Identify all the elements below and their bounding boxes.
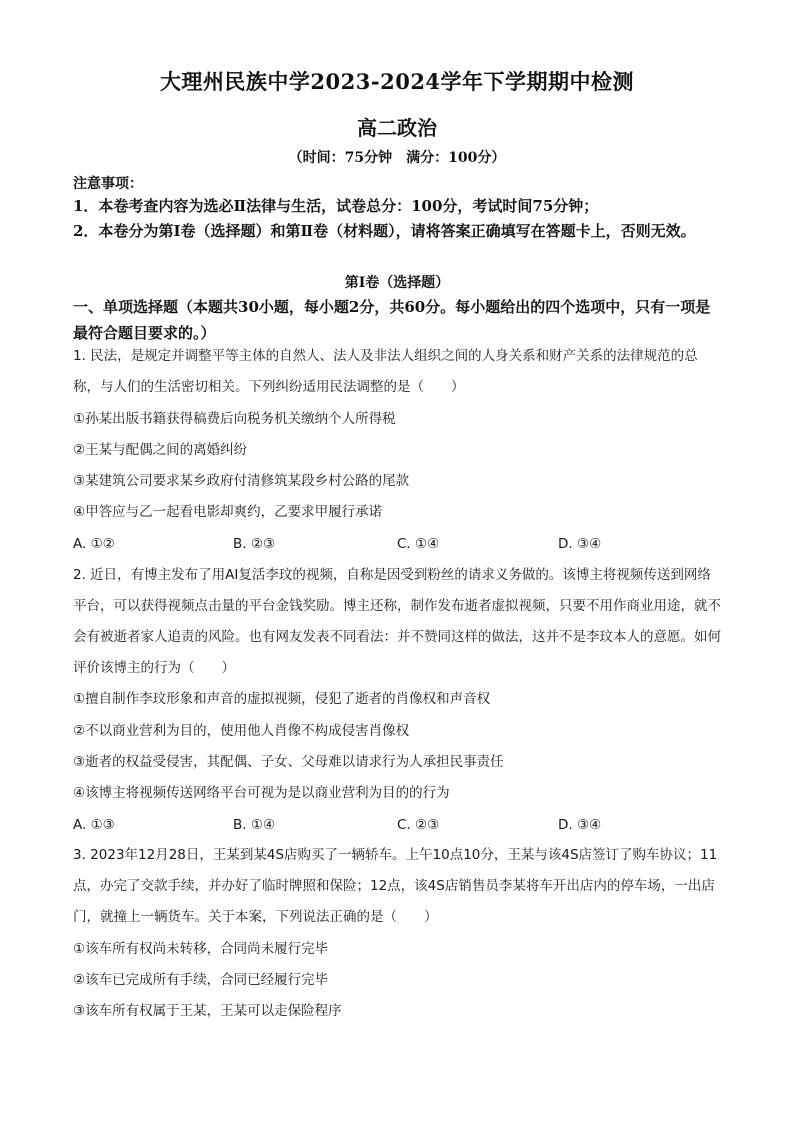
exam-title: 大理州民族中学2023-2024学年下学期期中检测	[159, 69, 635, 94]
question-3-stem: 3. 2023年12月28日，王某到某4S店购买了一辆轿车。上午10点10分，王某与该4S店签订了购车协议；11点，办完了交款手续，并办好了临时牌照和保险；12点，该4S店销售员李某将车开出店内的停车场，一出店门，就撞上一辆货车。关于本案，下列说法正确的是（ ）	[73, 847, 718, 925]
question-1-choice-c: C. ①④	[397, 536, 440, 552]
time-and-score: （时间：75分钟 满分：100分）	[288, 150, 506, 166]
question-2-choices	[73, 817, 723, 841]
question-1-option-3: ③某建筑公司要求某乡政府付清修筑某段乡村公路的尾款	[73, 473, 410, 489]
question-2-option-4: ④该博主将视频传送网络平台可视为是以商业营利为目的的行为	[73, 785, 450, 801]
question-1-stem: 1. 民法，是规定并调整平等主体的自然人、法人及非法人组织之间的人身关系和财产关系的法律规范的总称，与人们的生活密切相关。下列纠纷适用民法调整的是（ ）	[73, 348, 698, 395]
question-3-option-1: ①该车所有权尚未转移，合同尚未履行完毕	[73, 941, 329, 957]
question-3-option-3: ③该车所有权属于王某，王某可以走保险程序	[73, 1003, 342, 1019]
question-2-choice-b: B. ①④	[233, 817, 276, 833]
question-2-option-3: ③逝者的权益受侵害，其配偶、子女、父母难以请求行为人承担民事责任	[73, 754, 504, 770]
notice-item-2: 2．本卷分为第Ⅰ卷（选择题）和第Ⅱ卷（材料题），请将答案正确填写在答题卡上，否则无效。	[73, 222, 696, 240]
part-heading: 一、单项选择题（本题共30小题，每小题2分，共60分。每小题给出的四个选项中，只有一项是最符合题目要求的。）	[73, 298, 711, 342]
question-3-option-2: ②该车已完成所有手续，合同已经履行完毕	[73, 972, 329, 988]
question-2-choice-a: A. ①③	[73, 817, 115, 833]
question-2-stem: 2. 近日，有博主发布了用AI复活李玟的视频，自称是因受到粉丝的请求义务做的。该博主将视频传送到网络平台，可以获得视频点击量的平台金钱奖励。博主还称，制作发布逝者虚拟视频，只要不用作商业用途，就不会有被逝者家人追责的风险。也有网友发表不同看法：并不赞同这样的做法，这并不是李玟本人的意愿。如何评价该博主的行为（ ）	[73, 567, 721, 676]
question-2-choice-c: C. ②③	[397, 817, 440, 833]
question-1-choice-d: D. ③④	[558, 536, 602, 552]
notice-heading: 注意事项：	[73, 176, 143, 192]
question-2-choice-d: D. ③④	[558, 817, 602, 833]
question-1-option-2: ②王某与配偶之间的离婚纠纷	[73, 442, 248, 458]
question-1-choices	[73, 536, 723, 560]
question-1-choice-b: B. ②③	[233, 536, 276, 552]
question-1-choice-a: A. ①②	[73, 536, 115, 552]
subject-title: 高二政治	[357, 116, 437, 140]
question-1-option-1: ①孙某出版书籍获得稿费后向税务机关缴纳个人所得税	[73, 411, 396, 427]
section-title: 第Ⅰ卷（选择题）	[344, 275, 450, 291]
question-1-option-4: ④甲答应与乙一起看电影却爽约，乙要求甲履行承诺	[73, 504, 383, 520]
question-2-option-1: ①擅自制作李玟形象和声音的虚拟视频，侵犯了逝者的肖像权和声音权	[73, 691, 491, 707]
notice-item-1: 1．本卷考查内容为选必Ⅱ法律与生活，试卷总分：100分，考试时间75分钟；	[73, 197, 599, 215]
question-2-option-2: ②不以商业营利为目的，使用他人肖像不构成侵害肖像权	[73, 723, 410, 739]
